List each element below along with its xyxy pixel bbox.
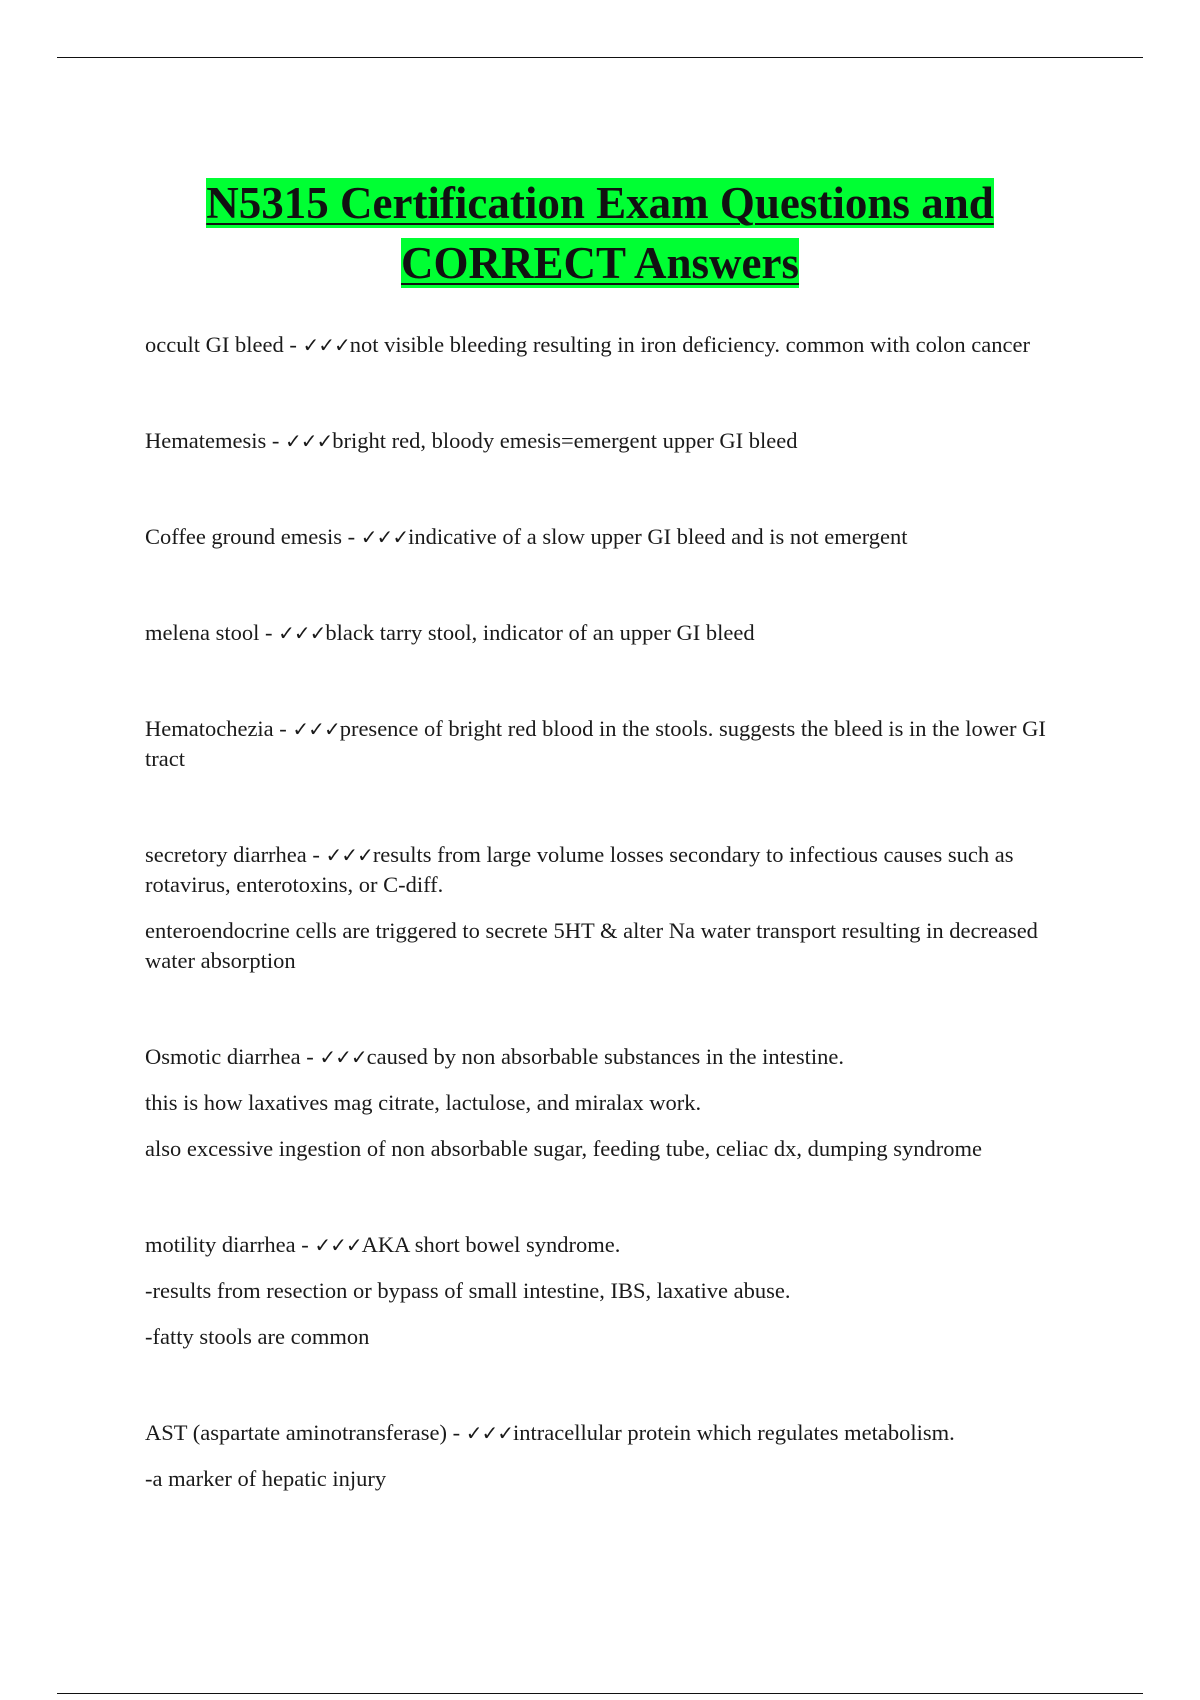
separator: -	[300, 1044, 320, 1069]
answer-continuation: -results from resection or bypass of small intestine, IBS, laxative abuse.	[145, 1278, 791, 1303]
checkmarks-icon: ✓✓✓	[302, 333, 350, 357]
answer: AKA short bowel syndrome.	[361, 1232, 621, 1257]
separator: -	[273, 716, 293, 741]
term: Coffee ground emesis	[145, 524, 343, 549]
term: motility diarrhea	[145, 1232, 296, 1257]
qa-entry	[145, 1042, 1060, 1164]
term: Hematochezia	[145, 716, 274, 741]
qa-entry	[145, 522, 1060, 552]
separator: -	[446, 1420, 466, 1445]
qa-line	[145, 1418, 1060, 1448]
term: secretory diarrhea	[145, 842, 307, 867]
title-line-2: CORRECT Answers	[401, 238, 799, 289]
separator: -	[259, 620, 279, 645]
qa-list	[145, 330, 1060, 1560]
separator: -	[306, 842, 326, 867]
qa-entry	[145, 1230, 1060, 1352]
checkmarks-icon: ✓✓✓	[278, 621, 326, 645]
term: Osmotic diarrhea	[145, 1044, 301, 1069]
term: AST (aspartate aminotransferase)	[145, 1420, 447, 1445]
qa-entry	[145, 714, 1060, 774]
answer: indicative of a slow upper GI bleed and is not emergent	[408, 524, 908, 549]
checkmarks-icon: ✓✓✓	[292, 717, 340, 741]
qa-line	[145, 618, 1060, 648]
bottom-rule	[57, 1693, 1143, 1694]
qa-entry	[145, 330, 1060, 360]
top-rule	[57, 57, 1143, 58]
answer: results from large volume losses secondary to infectious causes such as rotavirus, enterotoxins, or C-diff.	[145, 842, 1014, 897]
term: Hematemesis	[145, 428, 267, 453]
separator: -	[283, 332, 303, 357]
answer: not visible bleeding resulting in iron deficiency. common with colon cancer	[349, 332, 1030, 357]
page-title	[100, 173, 1100, 293]
qa-entry	[145, 1418, 1060, 1494]
answer: black tarry stool, indicator of an upper GI bleed	[325, 620, 755, 645]
qa-line	[145, 1042, 1060, 1072]
checkmarks-icon: ✓✓✓	[284, 429, 333, 453]
separator: -	[266, 428, 285, 453]
title-line-1: N5315 Certification Exam Questions and	[206, 178, 994, 229]
answer: intracellular protein which regulates metabolism.	[513, 1420, 955, 1445]
qa-entry	[145, 840, 1060, 976]
term: melena stool	[145, 620, 260, 645]
checkmarks-icon: ✓✓✓	[319, 1045, 367, 1069]
qa-line	[145, 840, 1060, 900]
answer-continuation: -fatty stools are common	[145, 1324, 370, 1349]
separator: -	[295, 1232, 315, 1257]
answer: caused by non absorbable substances in the intestine.	[366, 1044, 844, 1069]
answer-continuation: this is how laxatives mag citrate, lactulose, and miralax work.	[145, 1090, 702, 1115]
checkmarks-icon: ✓✓✓	[314, 1233, 362, 1257]
qa-line	[145, 426, 1060, 456]
term: occult GI bleed	[145, 332, 284, 357]
answer-continuation: also excessive ingestion of non absorbable sugar, feeding tube, celiac dx, dumping syndrome	[145, 1136, 983, 1161]
qa-entry	[145, 426, 1060, 456]
answer: presence of bright red blood in the stools. suggests the bleed is in the lower GI tract	[145, 716, 1046, 771]
checkmarks-icon: ✓✓✓	[360, 525, 409, 549]
answer-continuation: -a marker of hepatic injury	[145, 1466, 387, 1491]
separator: -	[342, 524, 361, 549]
qa-entry	[145, 618, 1060, 648]
checkmarks-icon: ✓✓✓	[325, 843, 373, 867]
checkmarks-icon: ✓✓✓	[465, 1421, 513, 1445]
answer: bright red, bloody emesis=emergent upper GI bleed	[332, 428, 798, 453]
qa-line	[145, 1230, 1060, 1260]
qa-line	[145, 522, 1060, 552]
answer-continuation: enteroendocrine cells are triggered to secrete 5HT & alter Na water transport resulting in decreased water absorption	[145, 918, 1038, 973]
qa-line	[145, 330, 1060, 360]
qa-line	[145, 714, 1060, 774]
